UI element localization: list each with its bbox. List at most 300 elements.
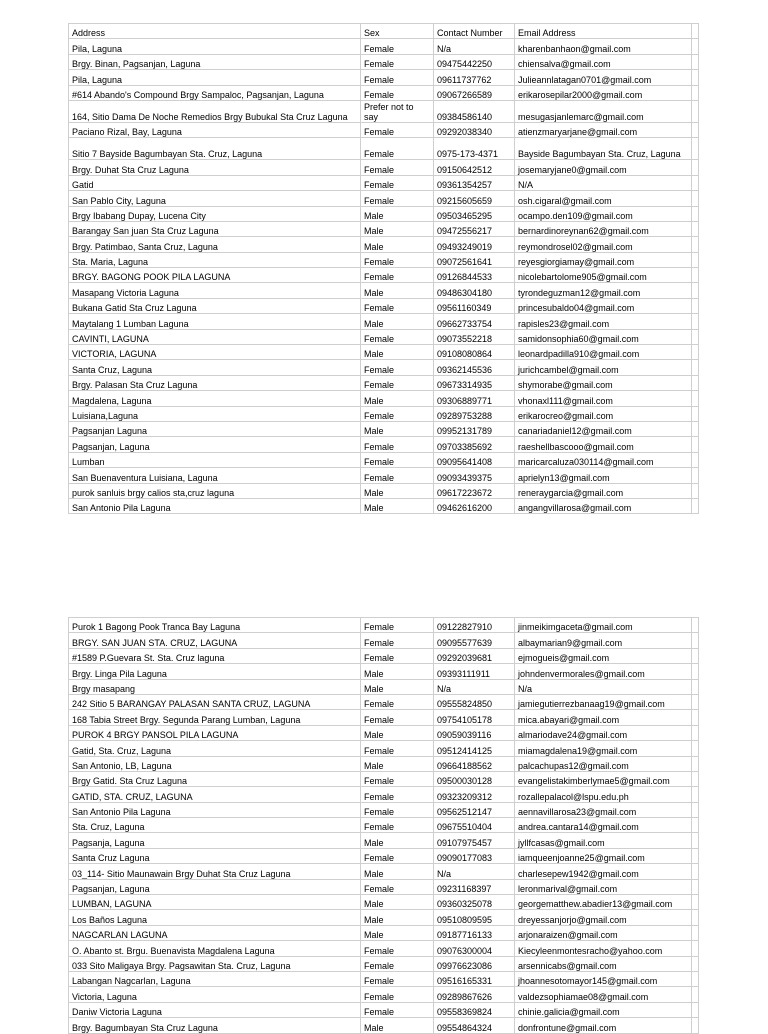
cell-sex: Male [361,910,434,925]
table-row [69,70,699,85]
empty-cell [692,100,699,122]
cell-address: Brgy Ibabang Dupay, Lucena City [69,206,361,221]
table-row [69,633,699,648]
cell-address: Brgy. Bagumbayan Sta Cruz Laguna [69,1018,361,1033]
cell-address: Brgy Gatid. Sta Cruz Laguna [69,771,361,786]
cell-sex: Male [361,237,434,252]
empty-cell [692,694,699,709]
cell-email-address: Kiecyleenmontesracho@yahoo.com [515,941,692,956]
empty-cell [692,406,699,421]
cell-contact-number: 09500030128 [434,771,515,786]
cell-address: O. Abanto st. Brgu. Buenavista Magdalena Laguna [69,941,361,956]
cell-address: Gatid [69,175,361,190]
cell-email-address: erikarosepilar2000@gmail.com [515,85,692,100]
contact-table-2 [68,617,699,1034]
cell-address: Victoria, Laguna [69,987,361,1002]
cell-sex: Female [361,54,434,69]
cell-sex: Female [361,694,434,709]
table-row [69,895,699,910]
cell-email-address: raeshellbascooo@gmail.com [515,437,692,452]
cell-address: 164, Sitio Dama De Noche Remedios Brgy Bubukal Sta Cruz Laguna [69,100,361,122]
cell-address: Paciano Rizal, Bay, Laguna [69,122,361,137]
empty-cell [692,771,699,786]
cell-sex: Female [361,375,434,390]
cell-contact-number: 09952131789 [434,421,515,436]
cell-address: Brgy masapang [69,679,361,694]
empty-cell [692,787,699,802]
table-row [69,694,699,709]
cell-address: San Buenaventura Luisiana, Laguna [69,468,361,483]
cell-email-address: aennavillarosa23@gmail.com [515,802,692,817]
cell-email-address: charlesepew1942@gmail.com [515,864,692,879]
cell-email-address: reyesgiorgiamay@gmail.com [515,252,692,267]
cell-contact-number: 0975-173-4371 [434,138,515,160]
table-row [69,221,699,236]
cell-sex: Female [361,787,434,802]
cell-email-address: reneraygarcia@gmail.com [515,483,692,498]
cell-email-address: vhonaxl111@gmail.com [515,391,692,406]
cell-address: Brgy. Duhat Sta Cruz Laguna [69,160,361,175]
cell-contact-number: 09662733754 [434,314,515,329]
cell-sex: Prefer not to say [361,100,434,122]
cell-contact-number: 09361354257 [434,175,515,190]
empty-cell [692,802,699,817]
cell-address: Sta. Cruz, Laguna [69,818,361,833]
table-row [69,971,699,986]
contact-table-1 [68,23,699,514]
cell-contact-number: 09462616200 [434,498,515,513]
empty-cell [692,895,699,910]
cell-contact-number: 09231168397 [434,879,515,894]
cell-address: Santa Cruz, Laguna [69,360,361,375]
cell-sex: Female [361,70,434,85]
cell-sex: Male [361,756,434,771]
empty-cell [692,345,699,360]
table-row [69,314,699,329]
cell-contact-number: N/a [434,864,515,879]
cell-sex: Male [361,314,434,329]
empty-cell [692,54,699,69]
cell-contact-number: 09095641408 [434,452,515,467]
cell-address: Santa Cruz Laguna [69,848,361,863]
cell-email-address: jurichcambel@gmail.com [515,360,692,375]
cell-sex: Male [361,498,434,513]
table-row [69,956,699,971]
empty-cell [692,329,699,344]
cell-address: Sta. Maria, Laguna [69,252,361,267]
table-row [69,802,699,817]
cell-contact-number: 09360325078 [434,895,515,910]
cell-address: Pila, Laguna [69,39,361,54]
table-row [69,237,699,252]
empty-cell [692,221,699,236]
cell-email-address: donfrontune@gmail.com [515,1018,692,1033]
cell-sex: Male [361,391,434,406]
cell-sex: Female [361,138,434,160]
cell-contact-number: 09673314935 [434,375,515,390]
empty-cell [692,421,699,436]
table-row [69,787,699,802]
cell-address: San Pablo City, Laguna [69,191,361,206]
empty-cell [692,391,699,406]
empty-cell [692,956,699,971]
cell-address: Brgy. Palasan Sta Cruz Laguna [69,375,361,390]
empty-cell [692,237,699,252]
cell-address: 168 Tabia Street Brgy. Segunda Parang Lumban, Laguna [69,710,361,725]
cell-email-address: tyrondeguzman12@gmail.com [515,283,692,298]
empty-cell [692,70,699,85]
cell-contact-number: 09703385692 [434,437,515,452]
table-row [69,85,699,100]
cell-sex: Female [361,879,434,894]
cell-contact-number: 09516165331 [434,971,515,986]
cell-sex: Female [361,941,434,956]
table-row [69,191,699,206]
cell-sex: Female [361,406,434,421]
cell-email-address: rapisles23@gmail.com [515,314,692,329]
cell-email-address: shymorabe@gmail.com [515,375,692,390]
cell-email-address: miamagdalena19@gmail.com [515,741,692,756]
cell-email-address: chiensalva@gmail.com [515,54,692,69]
cell-address: Bukana Gatid Sta Cruz Laguna [69,298,361,313]
table-row [69,679,699,694]
cell-address: NAGCARLAN LAGUNA [69,925,361,940]
header-email-address: Email Address [515,24,692,39]
cell-sex: Female [361,160,434,175]
cell-contact-number: 09675510404 [434,818,515,833]
cell-address: Purok 1 Bagong Pook Tranca Bay Laguna [69,618,361,633]
table-row [69,833,699,848]
cell-email-address: mica.abayari@gmail.com [515,710,692,725]
cell-contact-number: 09292038340 [434,122,515,137]
table-row [69,925,699,940]
cell-contact-number: 09093439375 [434,468,515,483]
cell-contact-number: 09512414125 [434,741,515,756]
cell-address: Daniw Victoria Laguna [69,1002,361,1017]
cell-email-address: aprielyn13@gmail.com [515,468,692,483]
cell-address: LUMBAN, LAGUNA [69,895,361,910]
cell-contact-number: 09289753288 [434,406,515,421]
cell-email-address: kharenbanhaon@gmail.com [515,39,692,54]
cell-email-address: josemaryjane0@gmail.com [515,160,692,175]
cell-contact-number: 09384586140 [434,100,515,122]
table-row [69,771,699,786]
cell-address: Brgy. Linga Pila Laguna [69,664,361,679]
empty-cell [692,283,699,298]
header-address: Address [69,24,361,39]
table-row [69,345,699,360]
cell-contact-number: 09306889771 [434,391,515,406]
cell-sex: Female [361,268,434,283]
cell-contact-number: 09215605659 [434,191,515,206]
cell-sex: Female [361,648,434,663]
table-row [69,39,699,54]
table-row [69,391,699,406]
cell-contact-number: 09067266589 [434,85,515,100]
cell-address: Pagsanjan Laguna [69,421,361,436]
cell-email-address: chinie.galicia@gmail.com [515,1002,692,1017]
cell-address: 242 Sitio 5 BARANGAY PALASAN SANTA CRUZ, LAGUNA [69,694,361,709]
cell-address: BRGY. BAGONG POOK PILA LAGUNA [69,268,361,283]
cell-sex: Female [361,771,434,786]
table-row [69,138,699,160]
cell-sex: Female [361,452,434,467]
cell-email-address: valdezsophiamae08@gmail.com [515,987,692,1002]
empty-cell [692,679,699,694]
empty-cell [692,24,699,39]
cell-address: Brgy. Binan, Pagsanjan, Laguna [69,54,361,69]
empty-cell [692,160,699,175]
empty-cell [692,268,699,283]
table-row [69,406,699,421]
cell-address: #1589 P.Guevara St. Sta. Cruz laguna [69,648,361,663]
empty-cell [692,864,699,879]
cell-email-address: Bayside Bagumbayan Sta. Cruz, Laguna [515,138,692,160]
cell-sex: Female [361,818,434,833]
table-row [69,648,699,663]
cell-email-address: Julieannlatagan0701@gmail.com [515,70,692,85]
cell-contact-number: 09289867626 [434,987,515,1002]
table-row [69,498,699,513]
cell-email-address: jamiegutierrezbanaag19@gmail.com [515,694,692,709]
cell-contact-number: 09073552218 [434,329,515,344]
table-row [69,421,699,436]
empty-cell [692,741,699,756]
cell-email-address: erikarocreo@gmail.com [515,406,692,421]
cell-contact-number: N/a [434,39,515,54]
table-row [69,283,699,298]
empty-cell [692,633,699,648]
empty-cell [692,879,699,894]
empty-cell [692,252,699,267]
cell-contact-number: 09510809595 [434,910,515,925]
empty-cell [692,756,699,771]
empty-cell [692,122,699,137]
table-row [69,941,699,956]
table-row [69,710,699,725]
empty-cell [692,375,699,390]
cell-sex: Male [361,283,434,298]
cell-email-address: jhoannesotomayor145@gmail.com [515,971,692,986]
cell-sex: Male [361,679,434,694]
table-row [69,252,699,267]
cell-address: San Antonio Pila Laguna [69,802,361,817]
cell-address: Barangay San juan Sta Cruz Laguna [69,221,361,236]
cell-sex: Female [361,802,434,817]
cell-email-address: jyllfcasas@gmail.com [515,833,692,848]
cell-sex: Female [361,298,434,313]
cell-sex: Male [361,221,434,236]
cell-email-address: mesugasjanlemarc@gmail.com [515,100,692,122]
empty-cell [692,437,699,452]
cell-contact-number: 09393111911 [434,664,515,679]
empty-cell [692,1002,699,1017]
cell-contact-number: 09076300004 [434,941,515,956]
cell-address: GATID, STA. CRUZ, LAGUNA [69,787,361,802]
cell-address: purok sanluis brgy calios sta,cruz laguna [69,483,361,498]
cell-sex: Male [361,725,434,740]
table-row [69,452,699,467]
empty-cell [692,910,699,925]
cell-contact-number: 09090177083 [434,848,515,863]
cell-contact-number: N/a [434,679,515,694]
empty-cell [692,971,699,986]
table-row [69,160,699,175]
cell-sex: Female [361,741,434,756]
empty-cell [692,1018,699,1033]
cell-sex: Male [361,895,434,910]
cell-sex: Male [361,421,434,436]
cell-sex: Male [361,864,434,879]
empty-cell [692,498,699,513]
cell-contact-number: 09126844533 [434,268,515,283]
cell-email-address: albaymarian9@gmail.com [515,633,692,648]
cell-contact-number: 09554864324 [434,1018,515,1033]
cell-address: Masapang Victoria Laguna [69,283,361,298]
cell-address: BRGY. SAN JUAN STA. CRUZ, LAGUNA [69,633,361,648]
table-row [69,175,699,190]
cell-contact-number: 09107975457 [434,833,515,848]
cell-contact-number: 09187716133 [434,925,515,940]
header-row [69,24,699,39]
cell-sex: Male [361,833,434,848]
cell-email-address: reymondrosel02@gmail.com [515,237,692,252]
cell-address: Brgy. Patimbao, Santa Cruz, Laguna [69,237,361,252]
cell-email-address: leronmarival@gmail.com [515,879,692,894]
cell-sex: Female [361,1002,434,1017]
cell-sex: Female [361,252,434,267]
table-row [69,818,699,833]
empty-cell [692,818,699,833]
cell-contact-number: 09562512147 [434,802,515,817]
empty-cell [692,85,699,100]
cell-address: San Antonio Pila Laguna [69,498,361,513]
table-row [69,756,699,771]
cell-contact-number: 09072561641 [434,252,515,267]
cell-address: PUROK 4 BRGY PANSOL PILA LAGUNA [69,725,361,740]
cell-contact-number: 09561160349 [434,298,515,313]
cell-sex: Male [361,345,434,360]
cell-contact-number: 09108080864 [434,345,515,360]
cell-sex: Female [361,971,434,986]
table-row [69,100,699,122]
cell-email-address: canariadaniel12@gmail.com [515,421,692,436]
empty-cell [692,725,699,740]
cell-address: 03_114- Sitio Maunawain Brgy Duhat Sta Cruz Laguna [69,864,361,879]
cell-sex: Female [361,437,434,452]
empty-cell [692,987,699,1002]
cell-contact-number: 09503465295 [434,206,515,221]
cell-email-address: princesubaldo04@gmail.com [515,298,692,313]
cell-address: Pagsanjan, Laguna [69,437,361,452]
cell-address: Los Baños Laguna [69,910,361,925]
cell-email-address: angangvillarosa@gmail.com [515,498,692,513]
cell-contact-number: 09122827910 [434,618,515,633]
cell-contact-number: 09362145536 [434,360,515,375]
cell-contact-number: 09150642512 [434,160,515,175]
table-row [69,741,699,756]
empty-cell [692,314,699,329]
table-row [69,618,699,633]
cell-email-address: johndenvermorales@gmail.com [515,664,692,679]
cell-contact-number: 09472556217 [434,221,515,236]
cell-sex: Female [361,618,434,633]
table-row [69,664,699,679]
cell-address: Pagsanjan, Laguna [69,879,361,894]
cell-contact-number: 09323209312 [434,787,515,802]
table-row [69,122,699,137]
cell-contact-number: 09292039681 [434,648,515,663]
cell-email-address: georgematthew.abadier13@gmail.com [515,895,692,910]
table-row [69,206,699,221]
cell-sex: Male [361,925,434,940]
empty-cell [692,39,699,54]
cell-address: Labangan Nagcarlan, Laguna [69,971,361,986]
cell-email-address: andrea.cantara14@gmail.com [515,818,692,833]
table-row [69,298,699,313]
empty-cell [692,468,699,483]
table-row [69,879,699,894]
cell-contact-number: 09493249019 [434,237,515,252]
cell-address: Sitio 7 Bayside Bagumbayan Sta. Cruz, Laguna [69,138,361,160]
table-row [69,483,699,498]
cell-contact-number: 09558369824 [434,1002,515,1017]
empty-cell [692,833,699,848]
cell-address: VICTORIA, LAGUNA [69,345,361,360]
table-row [69,54,699,69]
cell-address: Lumban [69,452,361,467]
cell-address: Luisiana,Laguna [69,406,361,421]
cell-address: Maytalang 1 Lumban Laguna [69,314,361,329]
empty-cell [692,175,699,190]
cell-sex: Female [361,329,434,344]
empty-cell [692,138,699,160]
cell-sex: Female [361,710,434,725]
cell-sex: Female [361,633,434,648]
cell-address: Pagsanja, Laguna [69,833,361,848]
cell-address: CAVINTI, LAGUNA [69,329,361,344]
cell-email-address: evangelistakimberlymae5@gmail.com [515,771,692,786]
cell-email-address: jinmeikimgaceta@gmail.com [515,618,692,633]
cell-contact-number: 09617223672 [434,483,515,498]
cell-address: 033 Sito Maligaya Brgy. Pagsawitan Sta. Cruz, Laguna [69,956,361,971]
table-row [69,437,699,452]
cell-email-address: arsennicabs@gmail.com [515,956,692,971]
cell-sex: Female [361,848,434,863]
empty-cell [692,664,699,679]
cell-sex: Male [361,664,434,679]
cell-address: Pila, Laguna [69,70,361,85]
cell-sex: Female [361,85,434,100]
cell-email-address: leonardpadilla910@gmail.com [515,345,692,360]
cell-email-address: samidonsophia60@gmail.com [515,329,692,344]
cell-contact-number: 09976623086 [434,956,515,971]
table-row [69,268,699,283]
cell-contact-number: 09754105178 [434,710,515,725]
cell-contact-number: 09059039116 [434,725,515,740]
cell-address: #614 Abando's Compound Brgy Sampaloc, Pagsanjan, Laguna [69,85,361,100]
cell-email-address: N/A [515,175,692,190]
cell-email-address: ocampo.den109@gmail.com [515,206,692,221]
cell-email-address: almariodave24@gmail.com [515,725,692,740]
empty-cell [692,191,699,206]
empty-cell [692,925,699,940]
cell-contact-number: 09095577639 [434,633,515,648]
table-row [69,987,699,1002]
cell-email-address: maricarcaluza030114@gmail.com [515,452,692,467]
cell-contact-number: 09486304180 [434,283,515,298]
cell-sex: Female [361,987,434,1002]
